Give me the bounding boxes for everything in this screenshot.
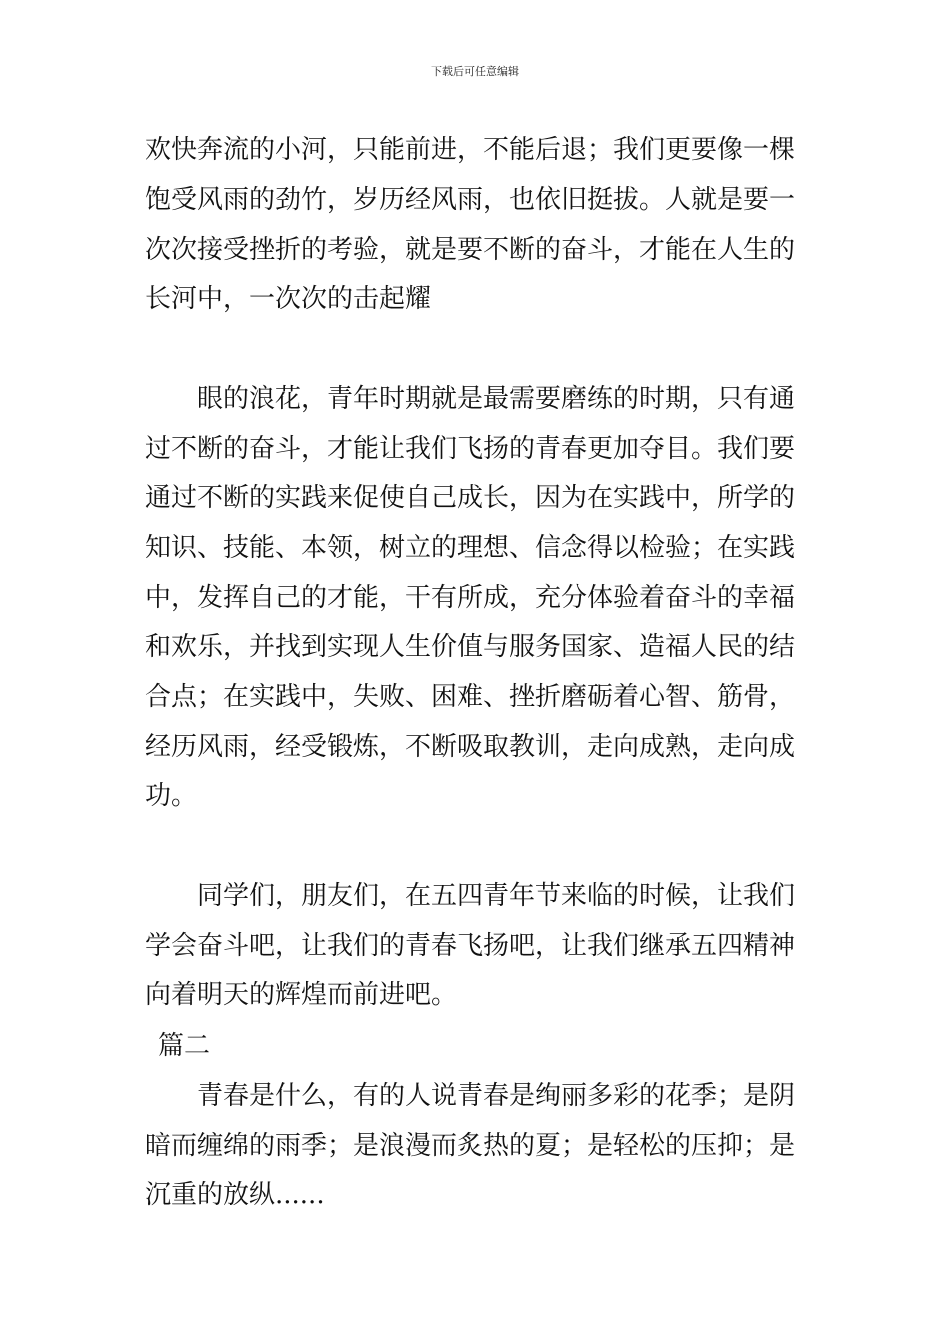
paragraph-3-line-1: 同学们，朋友们，在五四青年节来临的时候，让我们 — [197, 881, 796, 911]
paragraph-2-line-6: 和欢乐，并找到实现人生价值与服务国家、造福人民的结 — [145, 632, 796, 662]
paragraph-2-line-1: 眼的浪花，青年时期就是最需要磨练的时期，只有通 — [197, 384, 796, 414]
paragraph-3-line-3: 向着明天的辉煌而前进吧。 — [145, 980, 458, 1010]
section-heading: 篇二 — [158, 1031, 211, 1061]
paragraph-4-line-3: 沉重的放纵...... — [145, 1180, 325, 1210]
paragraph-4-line-1: 青春是什么，有的人说青春是绚丽多彩的花季；是阴 — [197, 1081, 796, 1111]
paragraph-2-line-2: 过不断的奋斗，才能让我们飞扬的青春更加夺目。我们要 — [145, 434, 796, 464]
paragraph-1-line-1: 欢快奔流的小河，只能前进，不能后退；我们更要像一棵 — [145, 135, 796, 165]
paragraph-2-line-3: 通过不断的实践来促使自己成长，因为在实践中，所学的 — [145, 483, 796, 513]
paragraph-2-line-7: 合点；在实践中，失败、困难、挫折磨砺着心智、筋骨， — [145, 682, 796, 712]
paragraph-1-line-4: 长河中，一次次的击起耀 — [145, 284, 432, 314]
paragraph-4-line-2: 暗而缠绵的雨季；是浪漫而炙热的夏；是轻松的压抑；是 — [145, 1131, 796, 1161]
paragraph-2-line-4: 知识、技能、本领，树立的理想、信念得以检验；在实践 — [145, 533, 796, 563]
paragraph-2-line-5: 中，发挥自己的才能，干有所成，充分体验着奋斗的幸福 — [145, 583, 796, 613]
paragraph-2-line-9: 功。 — [145, 781, 198, 811]
paragraph-2-line-8: 经历风雨，经受锻炼，不断吸取教训，走向成熟，走向成 — [145, 732, 796, 762]
paragraph-1-line-2: 饱受风雨的劲竹，岁历经风雨，也依旧挺拔。人就是要一 — [145, 185, 796, 215]
paragraph-3-line-2: 学会奋斗吧，让我们的青春飞扬吧，让我们继承五四精神 — [145, 931, 796, 961]
page-header: 下载后可任意编辑 — [431, 65, 519, 78]
paragraph-1-line-3: 次次接受挫折的考验，就是要不断的奋斗，才能在人生的 — [145, 235, 796, 265]
